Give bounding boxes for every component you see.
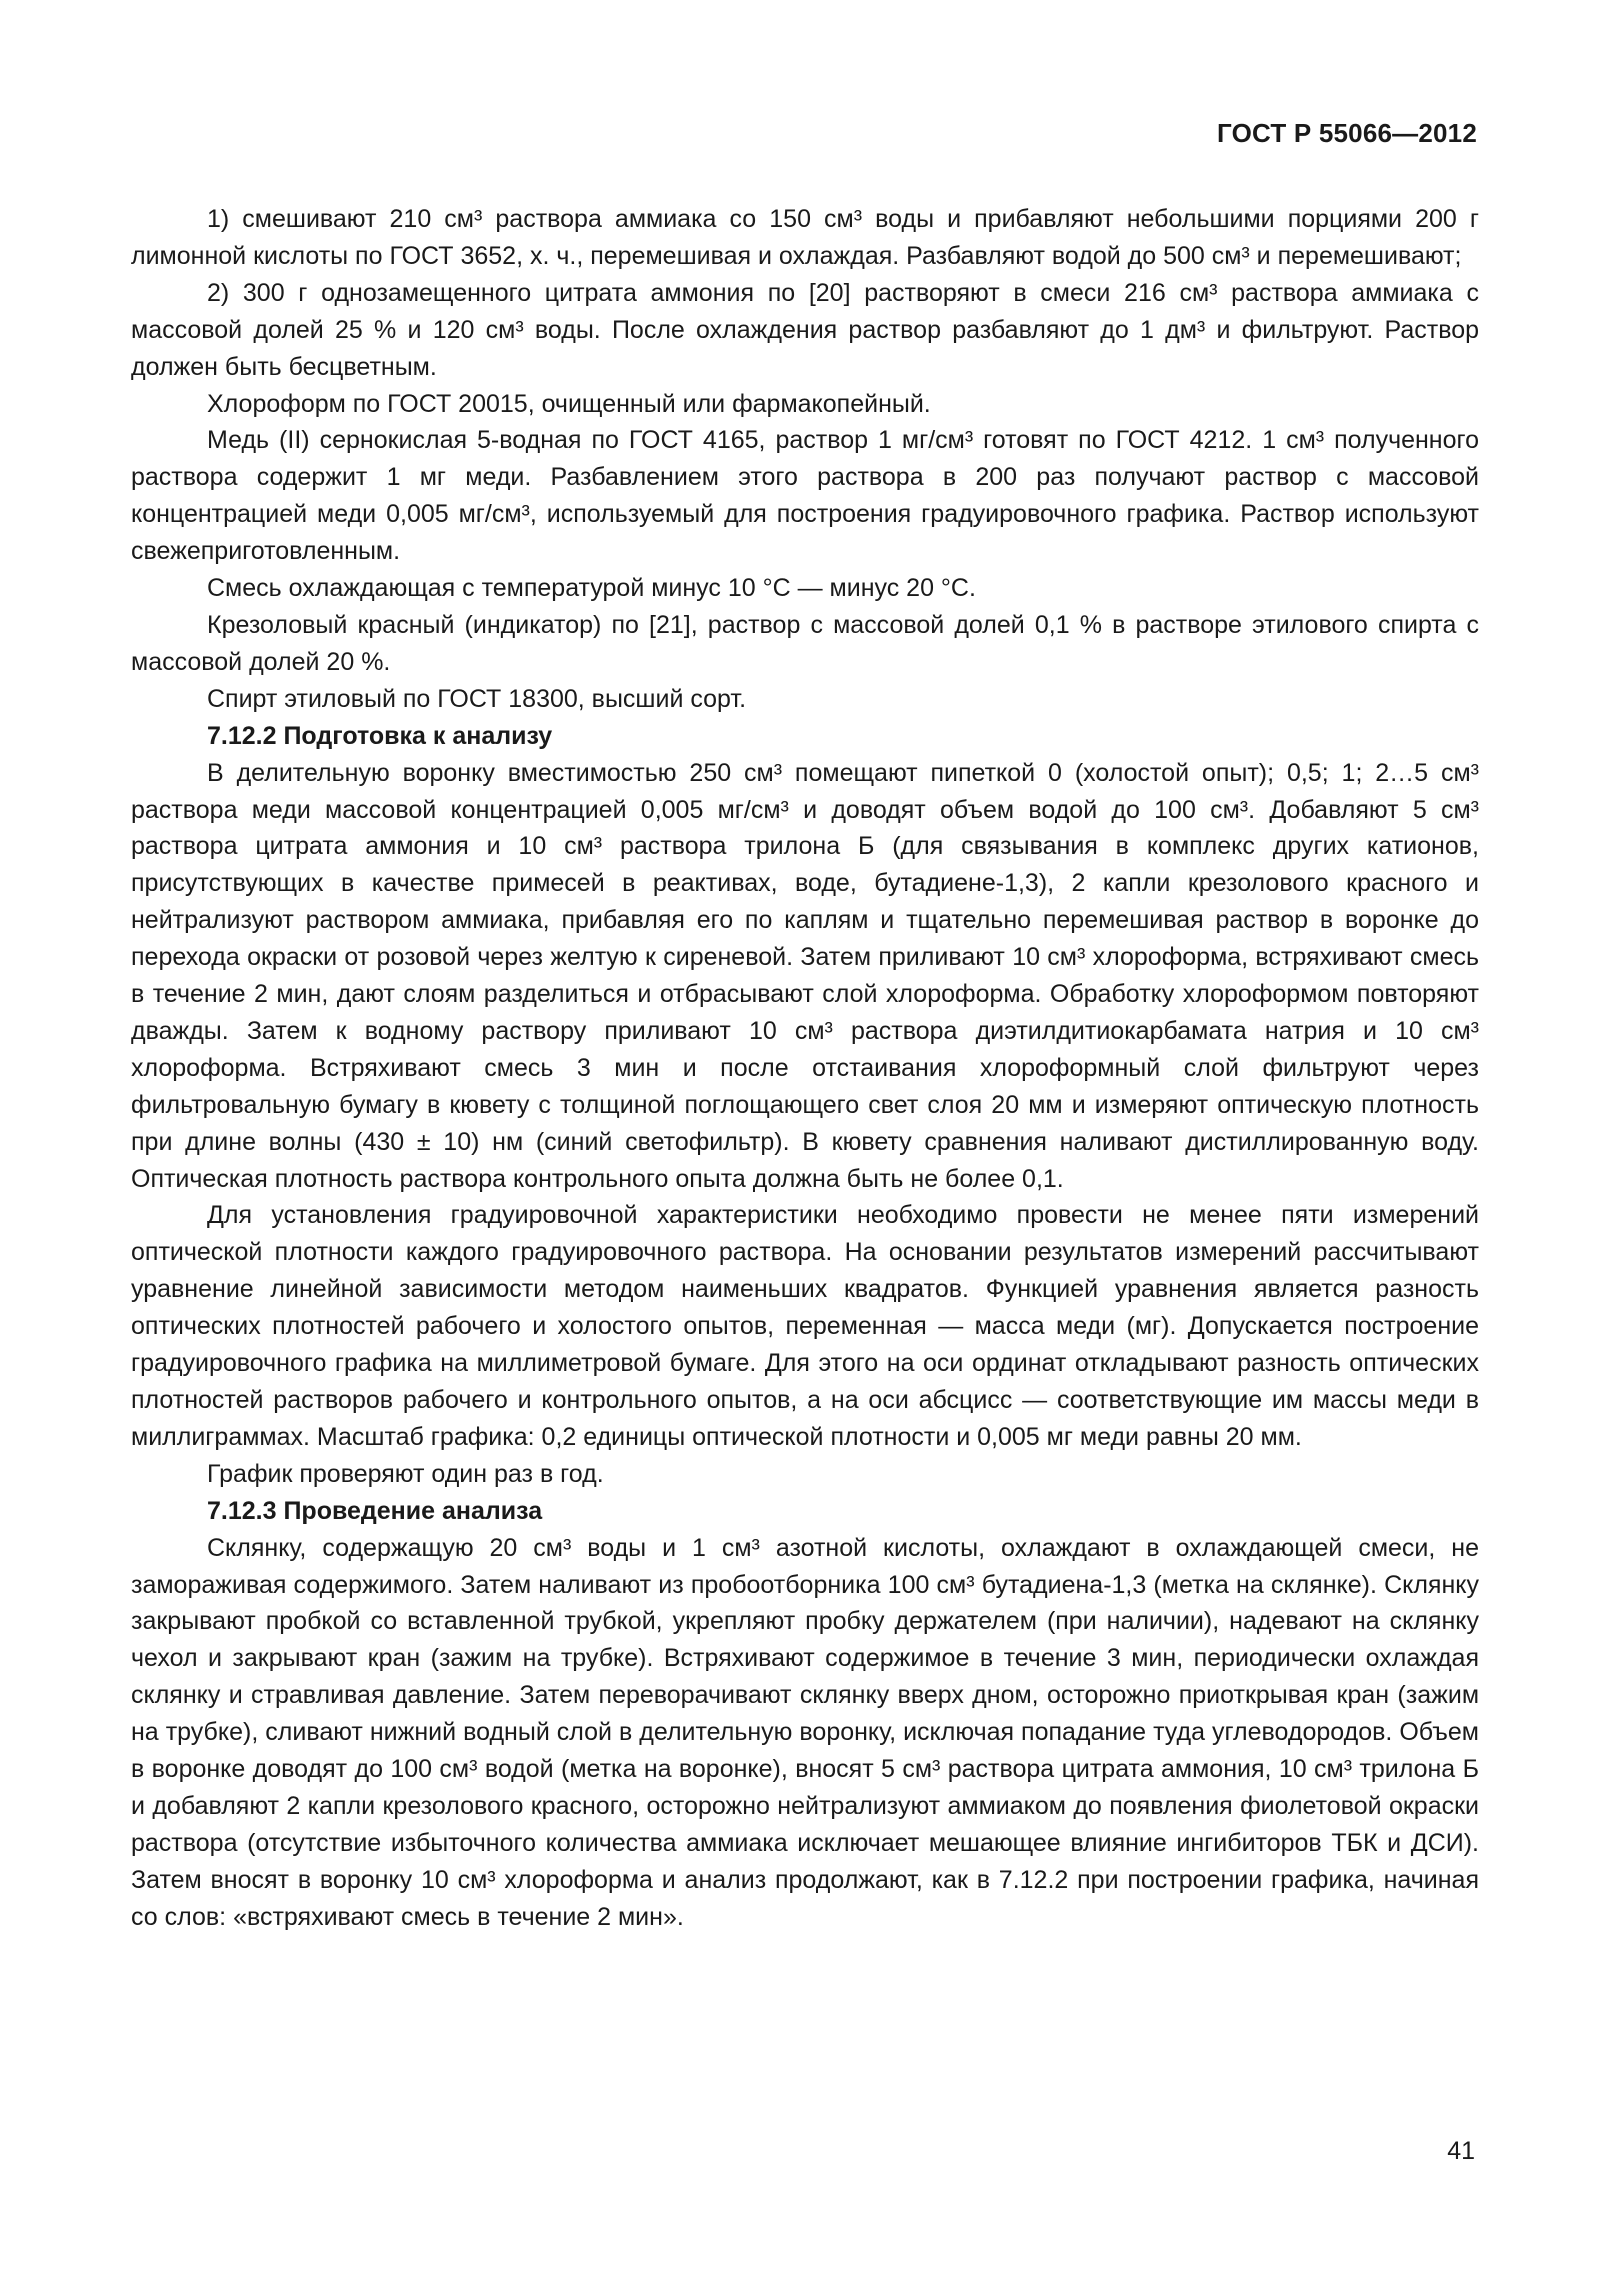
paragraph-preparation-procedure: В делительную воронку вместимостью 250 см³ помещают пипеткой 0 (холостой опыт); 0,5; 1; 2…5 см³ раствора меди массовой концентрацией 0,005 мг/см³ и доводят объем водой до 100 см³. Добавляют 5 см³ раствора цитрата аммония и 10 см³ раствора трилона Б (для связывания в комплекс других катионов, присутствующих в качестве примесей в реактивах, воде, бутадиене-1,3), 2 капли крезолового красного и нейтрализуют раствором аммиака, прибавляя его по каплям и тщательно перемешивая раствор в воронке до перехода окраски от розовой через желтую к сиреневой. Затем приливают 10 см³ хлороформа, встряхивают смесь в течение 2 мин, дают слоям разделиться и отбрасывают слой хлороформа. Обработку хлороформом повторяют дважды. Затем к водному раствору приливают 10 см³ раствора диэтилдитиокарбамата натрия и 10 см³ хлороформа. Встряхивают смесь 3 мин и после отстаивания хлороформный слой фильтруют через фильтровальную бумагу в кювету с толщиной поглощающего свет слоя 20 мм и измеряют оптическую плотность при длине волны (430 ± 10) нм (синий светофильтр). В кювету сравнения наливают дистиллированную воду. Оптическая плотность раствора контрольного опыта должна быть не более 0,1.	[131, 758, 1479, 1193]
section-heading-7-12-2: 7.12.2 Подготовка к анализу	[207, 721, 553, 750]
paragraph-ammonium-citrate-method-2: 2) 300 г однозамещенного цитрата аммония по [20] растворяют в смеси 216 см³ раствора аммиака с массовой долей 25 % и 120 см³ воды. После охлаждения раствор разбавляют до 1 дм³ и фильтруют. Раствор должен быть бесцветным.	[131, 278, 1479, 381]
document-body	[131, 201, 1479, 1936]
paragraph-cooling-mixture: Смесь охлаждающая с температурой минус 10 °С — минус 20 °С.	[207, 574, 976, 603]
paragraph-ammonium-citrate-method-1: 1) смешивают 210 см³ раствора аммиака со 150 см³ воды и прибавляют небольшими порциями 200 г лимонной кислоты по ГОСТ 3652, х. ч., перемешивая и охлаждая. Разбавляют водой до 500 см³ и перемешивают;	[131, 205, 1479, 270]
paragraph-calibration: Для установления градуировочной характеристики необходимо провести не менее пяти измерений оптической плотности каждого градуировочного раствора. На основании результатов измерений рассчитывают уравнение линейной зависимости методом наименьших квадратов. Функцией уравнения является разность оптических плотностей рабочего и холостого опытов, переменная — масса меди (мг). Допускается построение градуировочного графика на миллиметровой бумаге. Для этого на оси ординат откладывают разность оптических плотностей растворов рабочего и контрольного опытов, а на оси абсцисс — соответствующие им массы меди в миллиграммах. Масштаб графика: 0,2 единицы оптической плотности и 0,005 мг меди равны 20 мм.	[131, 1201, 1479, 1451]
paragraph-graph-check: График проверяют один раз в год.	[207, 1459, 604, 1488]
section-heading-7-12-3: 7.12.3 Проведение анализа	[207, 1496, 543, 1525]
paragraph-cresol-red: Крезоловый красный (индикатор) по [21], раствор с массовой долей 0,1 % в растворе этилового спирта с массовой долей 20 %.	[131, 610, 1479, 676]
document-code-header: ГОСТ Р 55066—2012	[1217, 118, 1477, 148]
paragraph-analysis-procedure: Склянку, содержащую 20 см³ воды и 1 см³ азотной кислоты, охлаждают в охлаждающей смеси, не замораживая содержимого. Затем наливают из пробоотборника 100 см³ бутадиена-1,3 (метка на склянке). Склянку закрывают пробкой со вставленной трубкой, укрепляют пробку держателем (при наличии), надевают на склянку чехол и закрывают кран (зажим на трубке). Встряхивают содержимое в течение 3 мин, периодически охлаждая склянку и стравливая давление. Затем переворачивают склянку вверх дном, осторожно приоткрывая кран (зажим на трубке), сливают нижний водный слой в делительную воронку, исключая попадание туда углеводородов. Объем в воронке доводят до 100 см³ водой (метка на воронке), вносят 5 см³ раствора цитрата аммония, 10 см³ трилона Б и добавляют 2 капли крезолового красного, осторожно нейтрализуют аммиаком до появления фиолетовой окраски раствора (отсутствие избыточного количества аммиака исключает мешающее влияние ингибиторов ТБК и ДСИ). Затем вносят в воронку 10 см³ хлороформа и анализ продолжают, как в 7.12.2 при построении графика, начиная со слов: «встряхивают смесь в течение 2 мин».	[131, 1533, 1479, 1931]
page-number: 41	[1447, 2137, 1475, 2165]
paragraph-chloroform: Хлороформ по ГОСТ 20015, очищенный или фармакопейный.	[207, 389, 931, 418]
paragraph-ethyl-alcohol: Спирт этиловый по ГОСТ 18300, высший сорт.	[207, 684, 747, 713]
paragraph-copper-sulfate: Медь (II) сернокислая 5-водная по ГОСТ 4165, раствор 1 мг/см³ готовят по ГОСТ 4212. 1 см³ полученного раствора содержит 1 мг меди. Разбавлением этого раствора в 200 раз получают раствор с массовой концентрацией меди 0,005 мг/см³, используемый для построения градуировочного графика. Раствор используют свежеприготовленным.	[131, 426, 1479, 566]
